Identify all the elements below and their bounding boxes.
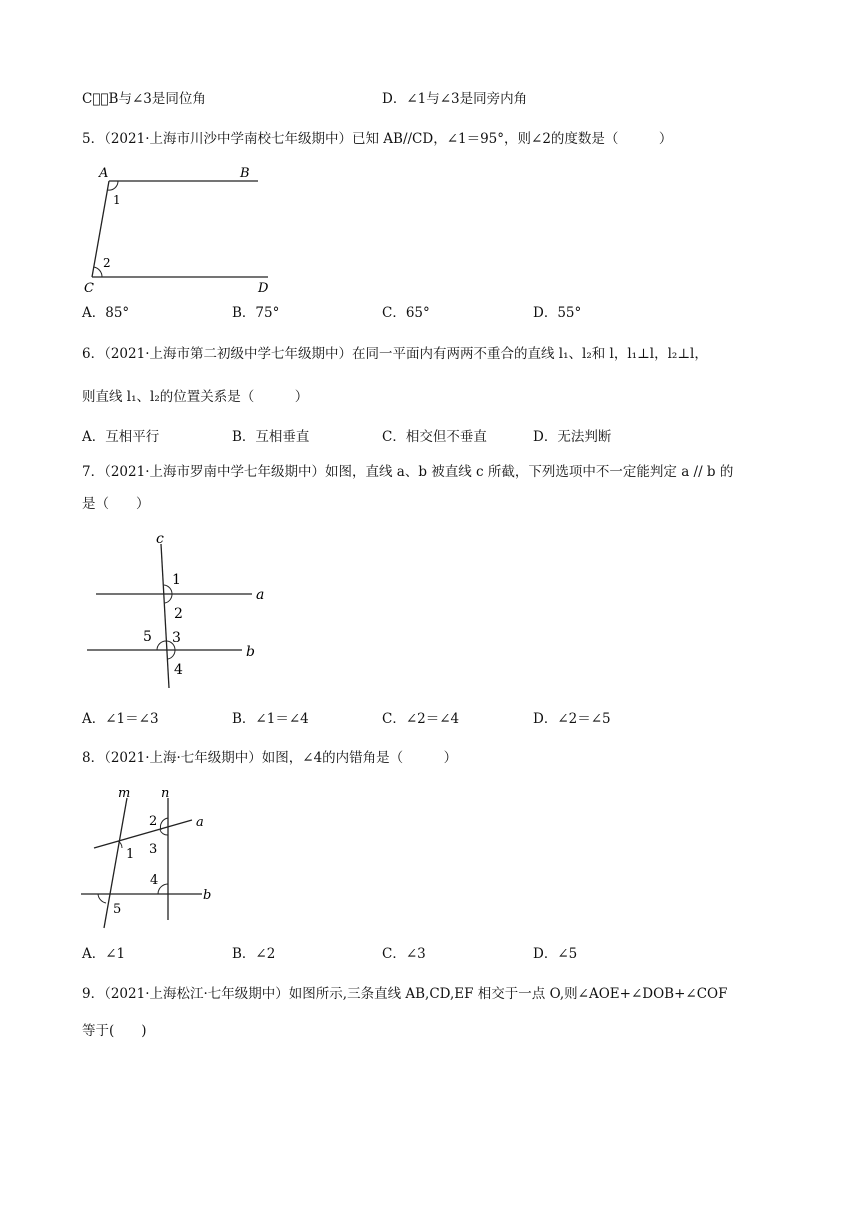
q8-option-c: C．∠3 [382, 946, 426, 962]
q5-label-a: A [99, 166, 109, 181]
q5-option-a: A．85° [82, 305, 130, 321]
q5-label-c: C [84, 281, 94, 296]
q7-option-a: A．∠1＝∠3 [82, 711, 159, 727]
q5-stem: 5．（2021·上海市川沙中学南校七年级期中）已知 AB//CD，∠1＝95°，则∠2的度数是（ ） [82, 131, 673, 147]
q6-option-a: A．互相平行 [82, 429, 160, 445]
q7-angle1-arc [164, 585, 172, 594]
q7-label-a: a [256, 587, 265, 603]
q7-angle2-arc [165, 594, 172, 603]
q6-stem-line1: 6．（2021·上海市第二初级中学七年级期中）在同一平面内有两两不重合的直线 l₁、l₂和 l，l₁⊥l，l₂⊥l， [82, 346, 708, 362]
q8-figure [76, 782, 226, 932]
q8-label-4: 4 [150, 873, 159, 888]
q7-label-1: 1 [172, 572, 181, 588]
q4-option-d: D．∠1与∠3是同旁内角 [382, 91, 528, 107]
q8-angle3-arc [160, 830, 168, 835]
q7-option-b: B．∠1＝∠4 [232, 711, 309, 727]
q9-stem-line1: 9．（2021·上海松江·七年级期中）如图所示,三条直线 AB,CD,EF 相交于一点 O,则∠AOE+∠DOB+∠COF [82, 986, 728, 1002]
q8-option-a: A．∠1 [82, 946, 126, 962]
q7-option-c: C．∠2＝∠4 [382, 711, 460, 727]
q8-label-a: a [196, 815, 204, 830]
q6-stem-line2: 则直线 l₁、l₂的位置关系是（ ） [82, 389, 309, 405]
q5-label-2: 2 [103, 256, 111, 270]
q8-angle5-arc [98, 894, 106, 903]
q6-option-d: D．无法判断 [533, 429, 612, 445]
q5-option-b: B．75° [232, 305, 280, 321]
q7-label-c: c [156, 531, 164, 547]
q8-label-1: 1 [126, 847, 135, 862]
q8-label-b: b [203, 888, 212, 903]
q7-figure [84, 530, 274, 695]
q5-label-b: B [240, 166, 250, 181]
q7-stem-line2: 是（ ） [82, 496, 150, 512]
q4-option-c: C．⃕B与∠3是同位角 [82, 91, 206, 107]
q5-label-1: 1 [113, 193, 121, 207]
q7-label-5: 5 [143, 629, 152, 645]
q7-label-b: b [246, 644, 255, 660]
q8-label-5: 5 [113, 902, 122, 917]
q8-option-d: D．∠5 [533, 946, 578, 962]
q7-label-4: 4 [174, 662, 183, 678]
q8-label-n: n [161, 786, 170, 801]
q8-line-a [94, 820, 192, 848]
q7-angle4-arc [168, 650, 175, 659]
q5-option-d: D．55° [533, 305, 582, 321]
q5-option-c: C．65° [382, 305, 430, 321]
q8-angle4-arc [158, 884, 168, 894]
q8-label-2: 2 [149, 814, 158, 829]
q8-label-m: m [118, 786, 131, 801]
q5-label-d: D [258, 281, 269, 296]
q7-line-c [161, 544, 169, 688]
q7-stem-line1: 7．（2021·上海市罗南中学七年级期中）如图，直线 a、b 被直线 c 所截，下列选项中不一定能判定 a // b 的 [82, 464, 734, 480]
q5-figure [80, 160, 280, 295]
q7-option-d: D．∠2＝∠5 [533, 711, 611, 727]
q6-option-b: B．互相垂直 [232, 429, 310, 445]
q8-option-b: B．∠2 [232, 946, 276, 962]
q8-stem: 8．（2021·上海·七年级期中）如图，∠4的内错角是（ ） [82, 750, 458, 766]
q8-label-3: 3 [149, 842, 158, 857]
q5-angle2-arc [94, 267, 102, 277]
q7-label-3: 3 [172, 630, 181, 646]
q9-stem-line2: 等于( ) [82, 1023, 147, 1039]
q7-angle5-arc [157, 641, 166, 650]
q6-option-c: C．相交但不垂直 [382, 429, 487, 445]
q7-label-2: 2 [174, 606, 183, 622]
